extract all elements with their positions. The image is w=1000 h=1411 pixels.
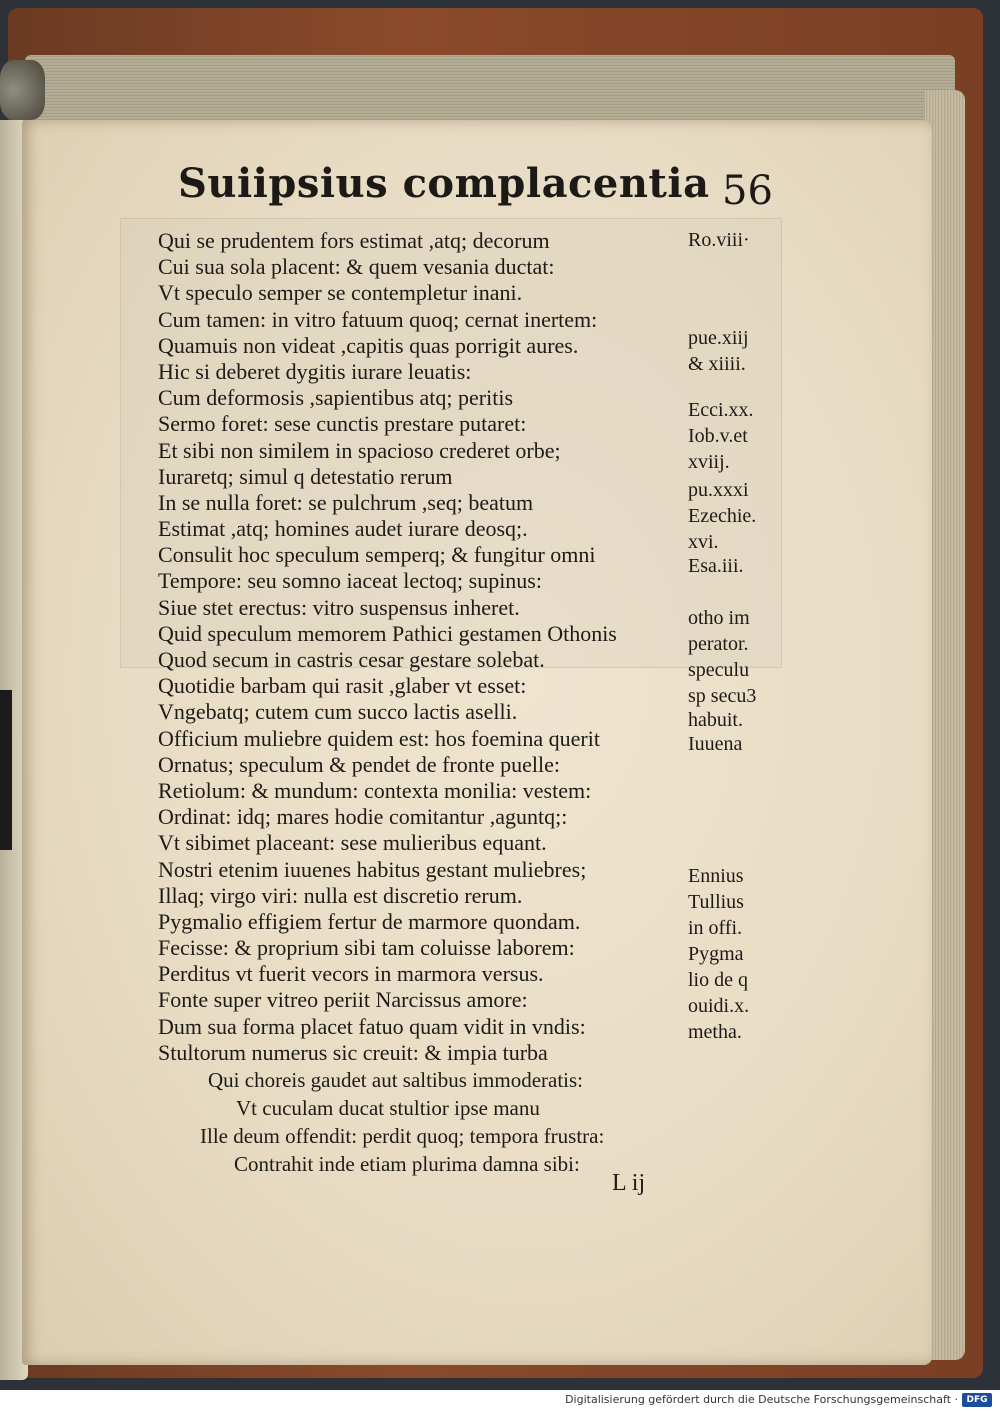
marginal-note: & xiiii. — [688, 353, 746, 375]
marginal-note: metha. — [688, 1021, 742, 1043]
marginal-note: Ro.viii· — [688, 229, 750, 251]
verse-line: Stultorum numerus sic creuit: & impia turba — [158, 1039, 548, 1065]
clasp-icon — [0, 60, 45, 120]
moral-line: Qui choreis gaudet aut saltibus immoderatis: — [208, 1068, 584, 1092]
verse-line: Quod secum in castris cesar gestare solebat. — [158, 647, 545, 672]
marginal-note: Iuuena — [688, 733, 743, 755]
verse-line: Dum sua forma placet fatuo quam vidit in vndis: — [158, 1013, 586, 1039]
marginal-note: Ennius — [688, 865, 744, 887]
marginal-note: xviij. — [688, 451, 730, 473]
verse-line: Cum tamen: in vitro fatuum quoq; cernat inertem: — [158, 306, 598, 332]
verse-line: Quid speculum memorem Pathici gestamen Othonis — [158, 620, 617, 646]
marginal-note: in offi. — [688, 917, 743, 939]
marginal-note: pu.xxxi — [688, 479, 749, 501]
marginal-note: sp secu3 — [688, 685, 757, 707]
verse-line: Fonte super vitreo periit Narcissus amore: — [158, 987, 528, 1013]
verse-line: Quamuis non videat ,capitis quas porrigit aures. — [158, 332, 579, 358]
marginal-note: xvi. — [688, 531, 719, 553]
verse-line: Iuraretq; simul q detestatio rerum — [158, 463, 453, 489]
signature-mark: L ij — [612, 1170, 646, 1196]
verse-line: Estimat ,atq; homines audet iurare deosq;. — [158, 516, 528, 542]
previous-page-shadow — [0, 690, 12, 850]
verse-line: Nostri etenim iuuenes habitus gestant muliebres; — [158, 856, 587, 882]
moral-line: Contrahit inde etiam plurima damna sibi: — [234, 1152, 580, 1176]
verse-line: Tempore: seu somno iaceat lectoq; supinus: — [158, 568, 542, 594]
verse-line: Consulit hoc speculum semperq; & fungitur omni — [158, 542, 596, 568]
verse-line: Officium muliebre quidem est: hos foemina querit — [158, 725, 600, 751]
verse-line: Hic si deberet dygitis iurare leuatis: — [158, 358, 472, 384]
moral-line: Vt cuculam ducat stultior ipse manu — [236, 1096, 540, 1120]
marginal-note: Ezechie. — [688, 505, 757, 527]
moral-line: Ille deum offendit: perdit quoq; tempora frustra: — [200, 1124, 605, 1148]
marginal-note: perator. — [688, 633, 749, 655]
verse-line: Quotidie barbam qui rasit ,glaber vt esset: — [158, 673, 527, 699]
verse-line: Vngebatq; cutem cum succo lactis aselli. — [158, 699, 518, 725]
verse-line: Illaq; virgo viri: nulla est discretio rerum. — [158, 882, 523, 908]
verse-line: Ordinat: idq; mares hodie comitantur ,aguntq;: — [158, 804, 568, 830]
marginal-note: Iob.v.et — [688, 425, 748, 447]
verse-line: Sermo foret: sese cunctis prestare putaret: — [158, 411, 527, 437]
marginal-note: speculu — [688, 659, 750, 681]
verse-line: In se nulla foret: se pulchrum ,seq; beatum — [158, 489, 534, 515]
marginal-note: Ecci.xx. — [688, 399, 754, 421]
verse-line: Pygmalio effigiem fertur de marmore quondam. — [158, 908, 581, 934]
marginal-note: habuit. — [688, 709, 743, 731]
verse-line: Vt sibimet placeant: sese mulieribus equant. — [158, 830, 547, 856]
verse-line: Siue stet erectus: vitro suspensus inheret. — [158, 594, 520, 620]
verse-line: Cui sua sola placent: & quem vesania ductat: — [158, 254, 555, 280]
marginal-note: otho im — [688, 607, 750, 629]
running-title: Suiipsius complacentia — [178, 160, 710, 207]
verse-line: Cum deformosis ,sapientibus atq; peritis — [158, 385, 514, 411]
marginal-note: Pygma — [688, 943, 744, 965]
folio-number: 56 — [722, 168, 773, 214]
verse-line: Vt speculo semper se contempletur inani. — [158, 280, 523, 306]
digitization-footer — [0, 1390, 1000, 1411]
verse-line: Qui se prudentem fors estimat ,atq; decorum — [158, 228, 550, 253]
marginal-note: Esa.iii. — [688, 555, 744, 577]
marginal-note: lio de q — [688, 969, 748, 991]
footer-credit: Digitalisierung gefördert durch die Deutsche Forschungsgemeinschaft · — [565, 1393, 958, 1406]
verse-line: Ornatus; speculum & pendet de fronte puelle: — [158, 751, 560, 777]
verse-line: Fecisse: & proprium sibi tam coluisse laborem: — [158, 935, 575, 961]
verse-line: Perditus vt fuerit vecors in marmora versus. — [158, 961, 544, 987]
verse-line: Et sibi non similem in spacioso crederet orbe; — [158, 437, 561, 463]
marginal-note: ouidi.x. — [688, 995, 750, 1017]
marginal-note: Tullius — [688, 891, 744, 913]
dfg-logo-icon: DFG — [962, 1393, 992, 1407]
verse-block — [158, 228, 698, 1066]
moral-quatrain — [200, 1066, 668, 1178]
marginal-note: pue.xiij — [688, 327, 749, 349]
verse-line: Retiolum: & mundum: contexta monilia: vestem: — [158, 777, 592, 803]
